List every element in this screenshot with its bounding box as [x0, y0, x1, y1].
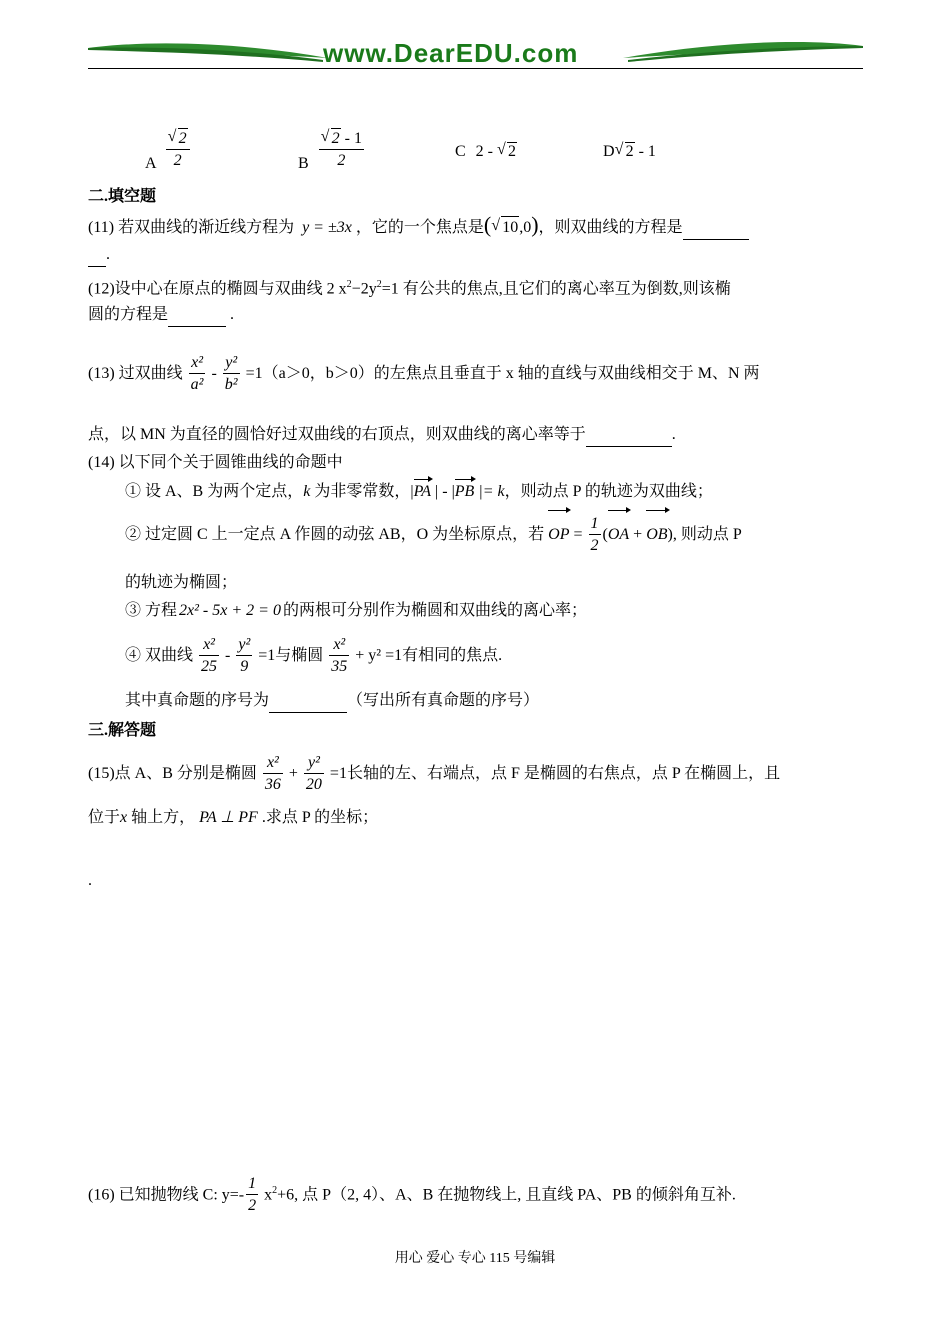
q15-dot: . [88, 872, 92, 889]
question-11-blank-cont: . [88, 244, 110, 267]
section-title-fill-in: 二.填空题 [88, 188, 157, 205]
question-14: (14) 以下同个关于圆锥曲线的命题中 [88, 454, 343, 471]
q14-statement-2: ② 过定圆 C 上一定点 A 作圆的动弦 AB，O 为坐标原点，若 OP = $\frac{1}{2}$ (OA + OB), 则动点 P [125, 512, 742, 558]
q14-statement-1: ① 设 A、B 为两个定点，k 为非零常数，|PA | - |PB |= k，则动点 P 的轨迹为双曲线； [125, 481, 713, 503]
q14-statement-3: ③ 方程 2x² - 5x + 2 = 0 的两根可分别作为椭圆和双曲线的离心率； [125, 602, 587, 619]
section-title-answer: 三.解答题 [88, 722, 157, 739]
question-12-cont: 圆的方程是 . [88, 304, 234, 327]
question-13: (13) 过双曲线 $\frac{\text{x²}}{\text{a²}}$ - $\frac{\text{y²}}{\text{b²}}$ =1（a＞0，b＞0）的左焦点且垂直于 x 轴的直线与双曲线相交于 M、N 两 [88, 344, 760, 404]
question-11: (11) 若双曲线的渐近线方程为 y = ±3x ，它的一个焦点是(√ 10,0)，则双曲线的方程是 [88, 214, 749, 240]
option-b: B √ $\frac{2 - 1}{2}$ [298, 128, 366, 172]
option-a: A √ $\frac{2}{2}$ [145, 128, 192, 172]
option-c: C 2 - √ 2 [455, 142, 517, 161]
question-16: (16) 已知抛物线 C: y=- $\frac{1}{2}$ $x^2+6$, 点 P（2, 4）、A、B 在抛物线上, 且直线 PA、PB 的倾斜角互补. [88, 1166, 736, 1220]
site-logo-text: www.DearEDU.com [323, 38, 579, 68]
q14-answer-line: 其中真命题的序号为 （写出所有真命题的序号） [125, 690, 539, 713]
header-rule [88, 68, 863, 69]
question-12: (12)设中心在原点的椭圆与双曲线 2 $x^2-2y^2=1$ 有公共的焦点,且它们的离心率互为倒数,则该椭 [88, 279, 731, 298]
q14-statement-4: ④ 双曲线 $\frac{\text{x²}}{25}$ - $\frac{\text{y²}}{9}$ =1与椭圆 $\frac{\text{x²}}{35}$ + y² =1有相同的焦点. [125, 630, 502, 682]
q14-statement-2-cont: 的轨迹为椭圆； [125, 574, 238, 591]
page-footer: 用心 爱心 专心 115 号编辑 [394, 1251, 556, 1266]
question-15: (15)点 A、B 分别是椭圆 $\frac{\text{x²}}{36}$ + $\frac{\text{y²}}{20}$ =1长轴的左、右端点，点 F 是椭圆的右焦点，点 P 在椭圆上，且 [88, 748, 780, 800]
option-d: D√ 2 - 1 [603, 142, 656, 161]
question-15-cont: 位于x 轴上方， PA ⊥ PF .求点 P 的坐标； [88, 809, 379, 826]
question-13-cont: 点，以 MN 为直径的圆恰好过双曲线的右顶点，则双曲线的离心率等于 . [88, 424, 676, 447]
